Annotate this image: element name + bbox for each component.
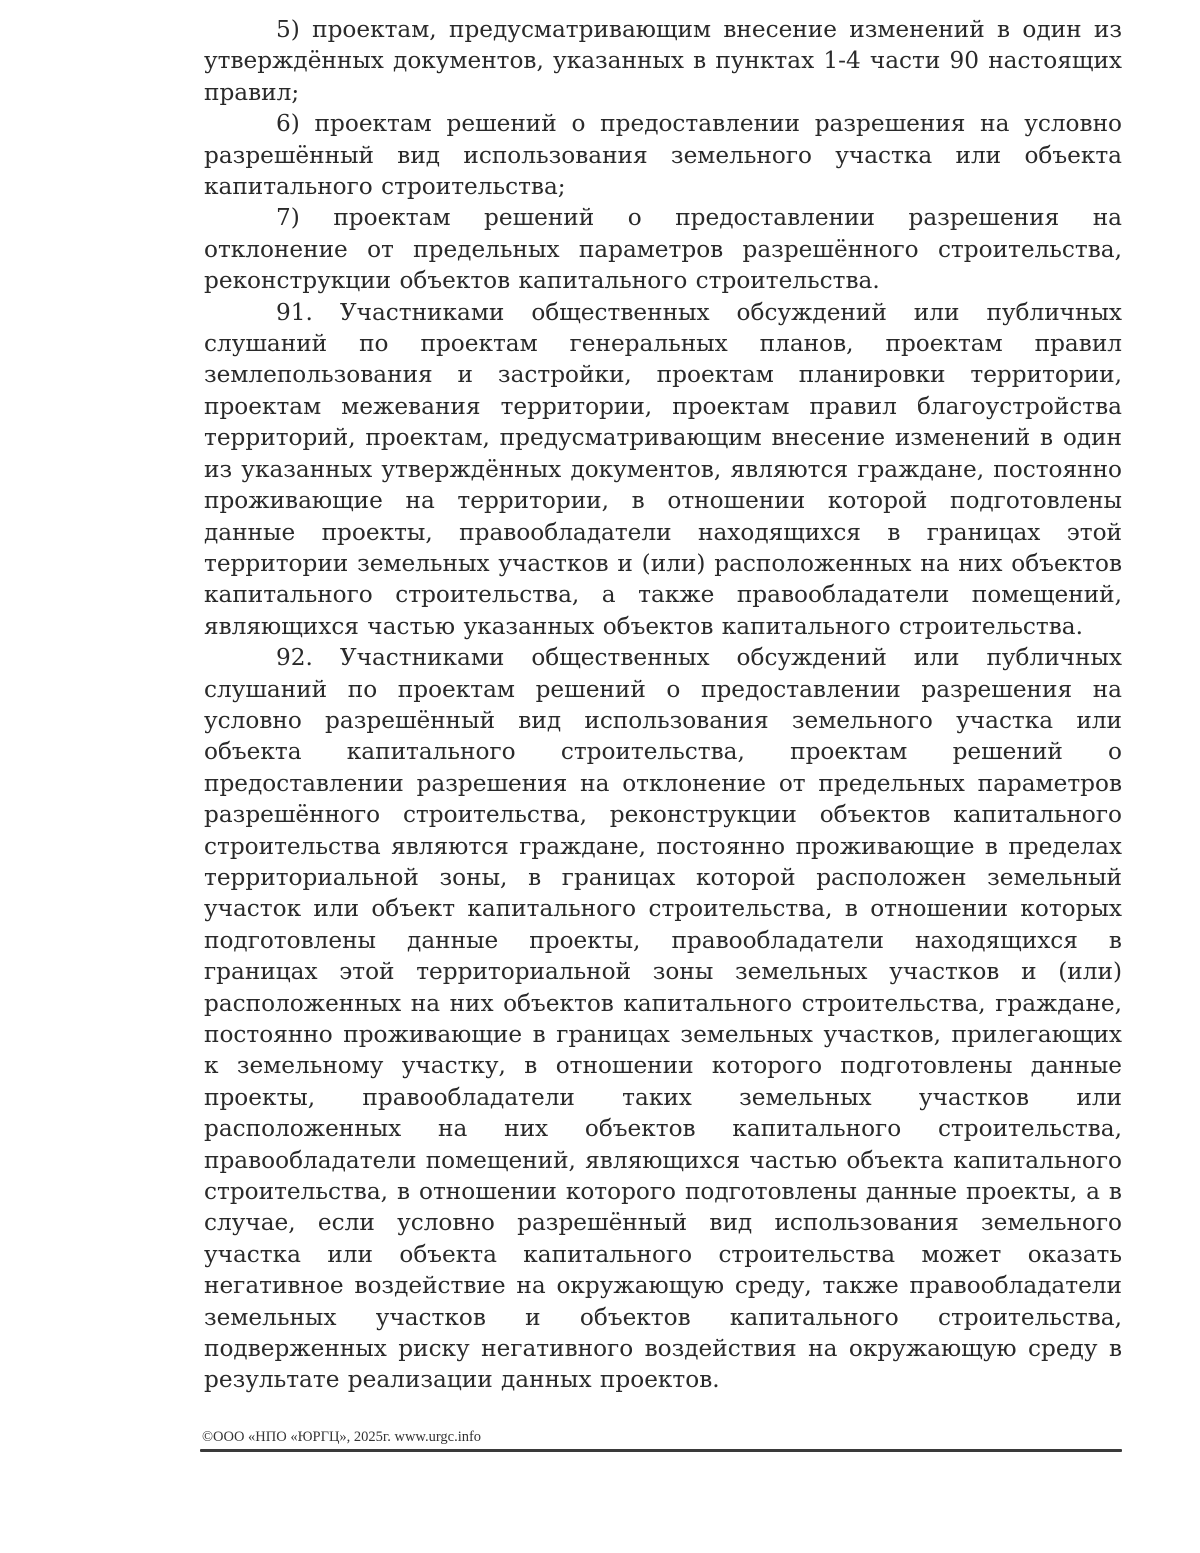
list-item-5: 5) проектам, предусматривающим внесение изменений в один из утверждённых документов, указанных в пунктах 1-4 части 90 настоящих правил;	[204, 16, 1122, 106]
clause-92: 92. Участниками общественных обсуждений или публичных слушаний по проектам решений о предоставлении разрешения на условно разрешённый вид использования земельного участка или объекта капитального строительства, проектам решений о предоставлении разрешения на отклонение от предельных параметров разрешённого строительства, реконструкции объектов капитального строительства являются граждане, постоянно проживающие в пределах территориальной зоны, в границах которой расположен земельный участок или объект капитального строительства, в отношении которых подготовлены данные проекты, правообладатели находящихся в границах этой территориальной зоны земельных участков и (или) расположенных на них объектов капитального строительства, граждане, постоянно проживающие в границах земельных участков, прилегающих к земельному участку, в отношении которого подготовлены данные проекты, правообладатели таких земельных участков или расположенных на них объектов капитального строительства, правообладатели помещений, являющихся частью объекта капитального строительства, в отношении которого подготовлены данные проекты, а в случае, если условно разрешённый вид использования земельного участка или объекта капитального строительства может оказать негативное воздействие на окружающую среду, также правообладатели земельных участков и объектов капитального строительства, подверженных риску негативного воздействия на окружающую среду в результате реализации данных проектов.	[204, 644, 1122, 1394]
page-footer	[200, 1428, 1122, 1452]
list-item-7: 7) проектам решений о предоставлении разрешения на отклонение от предельных параметров разрешённого строительства, реконструкции объектов капитального строительства.	[204, 204, 1122, 295]
list-item-6: 6) проектам решений о предоставлении разрешения на условно разрешённый вид использования земельного участка или объекта капитального строительства;	[204, 110, 1122, 201]
footer-divider	[200, 1449, 1122, 1452]
clause-91: 91. Участниками общественных обсуждений или публичных слушаний по проектам генеральных планов, проектам правил землепользования и застройки, проектам планировки территории, проектам межевания территории, проектам правил благоустройства территорий, проектам, предусматривающим внесение изменений в один из указанных утверждённых документов, являются граждане, постоянно проживающие на территории, в отношении которой подготовлены данные проекты, правообладатели находящихся в границах этой территории земельных участков и (или) расположенных на них объектов капитального строительства, а также правообладатели помещений, являющихся частью указанных объектов капитального строительства.	[204, 298, 1122, 640]
footer-copyright: ©ООО «НПО «ЮРГЦ», 2025г. www.urgc.info	[202, 1429, 482, 1445]
document-body	[204, 14, 1122, 1396]
